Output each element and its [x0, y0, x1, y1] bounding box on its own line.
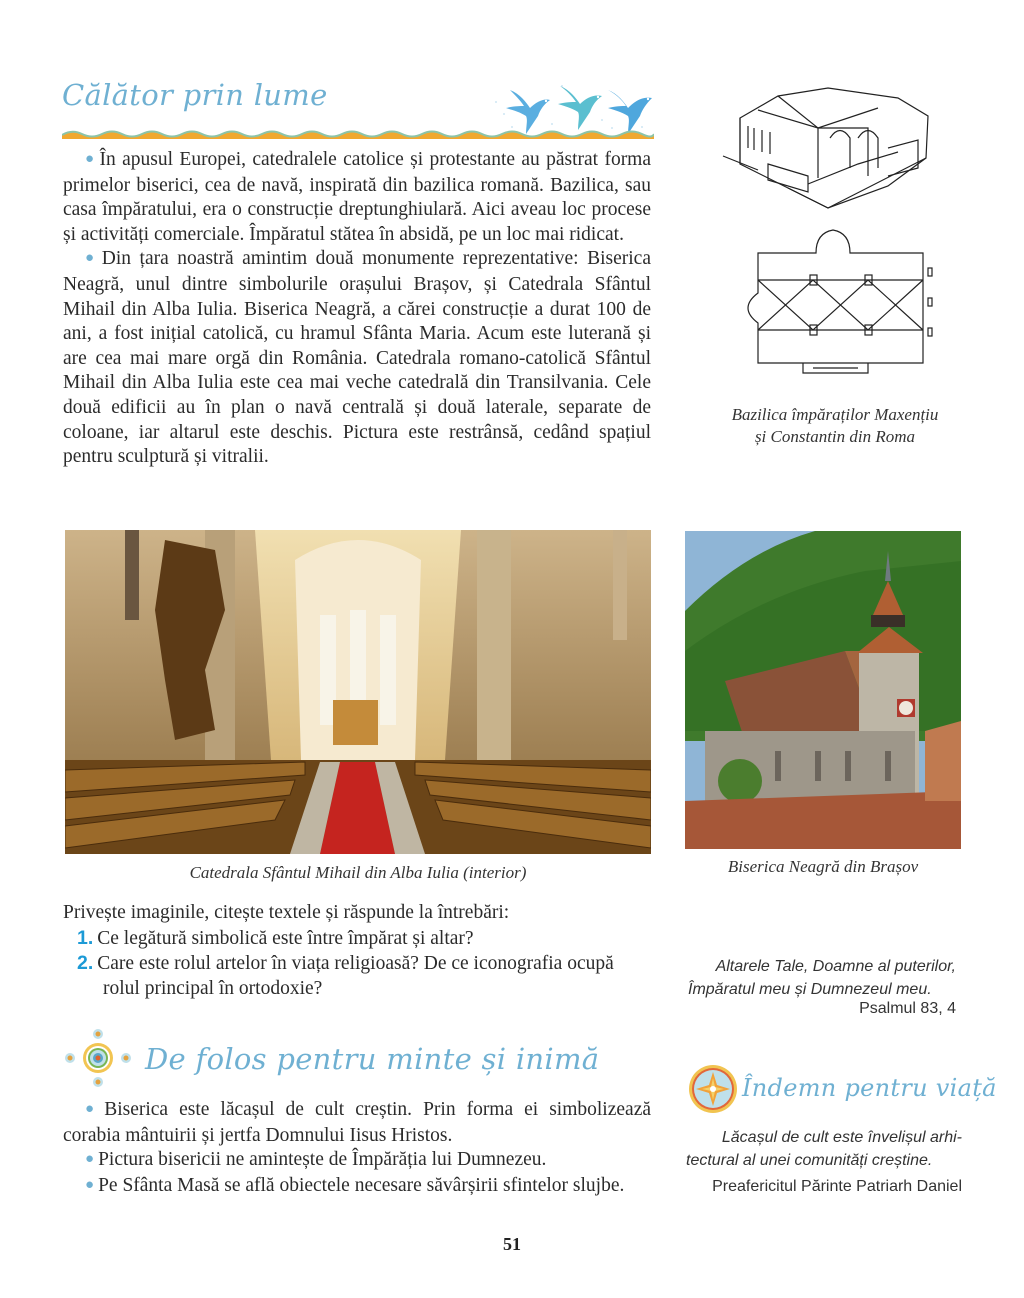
intro-paragraph: ● Din țara noastră amintim două monumente reprezentative: Biserica Neagră, unul dintre simbolurile orașului Brașov, și Catedrala Sfântul Mihail din Alba Iulia. Biserica Neagră, a cărei construcție a durat 100 de ani, a fost inițial catolică, cu hramul Sfânta Maria. Acum este luterană și are cea mai mare orgă din România. Catedrala romano-catolică Sfântul Mihail din Alba Iulia este cea mai veche catedrală din Transilvania. Cele două edificii au în plan o navă centrală și două laterale, separate de coloane, iar altarul este deschis. Pictura este restrânsă, cedând spațiul pentru sculptură și vitralii.: [63, 248, 651, 468]
bullet-icon: ●: [85, 1176, 95, 1193]
sun-mandala-icon: [688, 1064, 738, 1114]
interior-caption: Catedrala Sfântul Mihail din Alba Iulia (interior): [189, 863, 527, 882]
psalm-quote: Altarele Tale, Doamne al puterilor, Împăratul meu și Dumnezeul meu.: [688, 958, 956, 998]
section-title-de-folos: De folos pentru minte și inimă: [145, 1042, 600, 1076]
basilica-drawing: [718, 68, 968, 398]
indemn-source: Preafericitul Părinte Patriarh Daniel: [712, 1178, 962, 1195]
basilica-caption: Bazilica împăraților Maxențiu și Constantin din Roma: [731, 405, 939, 446]
section-title-indemn: Îndemn pentru viață: [742, 1074, 997, 1102]
bird-2-icon: [558, 86, 602, 130]
section2-text: [63, 1098, 651, 1199]
question-number: 1.: [77, 926, 94, 949]
intro-paragraph: ● În apusul Europei, catedralele catolice și protestante au păstrat forma primelor biserici, cea de navă, inspirată din bazilica romană. Bazilica, sau casa împăratului, era o construcție dreptunghiulară. Aici aveau loc procese și activități comerciale. Împăratul stătea în absidă, pe un loc mai ridicat.: [63, 149, 652, 245]
section2-bullet: ● Biserica este lăcașul de cult creștin. Prin forma ei simbolizează corabia mântuirii și jertfa Domnului Iisus Hristos.: [63, 1099, 651, 1146]
brasov-caption: Biserica Neagră din Brașov: [727, 857, 919, 876]
question-continuation: rolul principal în ortodoxie?: [103, 977, 323, 999]
wave-divider: [62, 127, 654, 139]
question-number: 2.: [77, 952, 94, 974]
section-title-calator: Călător prin lume: [62, 78, 328, 112]
indemn-quote: Lăcașul de cult este învelișul arhi- tectural al unei comunități creștine.: [686, 1129, 962, 1169]
bullet-icon: ●: [85, 250, 98, 267]
basilica-floor-plan: [748, 230, 932, 373]
basilica-perspective-drawing: [723, 88, 928, 208]
page-number: 51: [503, 1234, 521, 1254]
bullet-icon: ●: [85, 1101, 101, 1117]
section2-bullet: ● Pictura bisericii ne amintește de Împărăția lui Dumnezeu.: [85, 1149, 547, 1171]
questions-prompt: Privește imaginile, citește textele și răspunde la întrebări:: [63, 902, 510, 923]
bullet-icon: ●: [85, 151, 96, 167]
question-item: 2. Care este rolul artelor în viața religioasă? De ce iconografia ocupă: [77, 952, 614, 974]
psalm-source: Psalmul 83, 4: [859, 1000, 956, 1017]
black-church-brasov-photo: [685, 531, 961, 849]
section2-bullet: ● Pe Sfânta Masă se află obiectele necesare săvârșirii sfintelor slujbe.: [85, 1174, 625, 1196]
question-item: 1. Ce legătură simbolică este între împărat și altar?: [77, 926, 474, 949]
questions-block: [63, 901, 663, 1001]
intro-text: [63, 148, 651, 470]
bullet-icon: ●: [85, 1151, 95, 1168]
cathedral-interior-photo: [65, 530, 651, 854]
mandala-icon: [62, 1028, 134, 1088]
